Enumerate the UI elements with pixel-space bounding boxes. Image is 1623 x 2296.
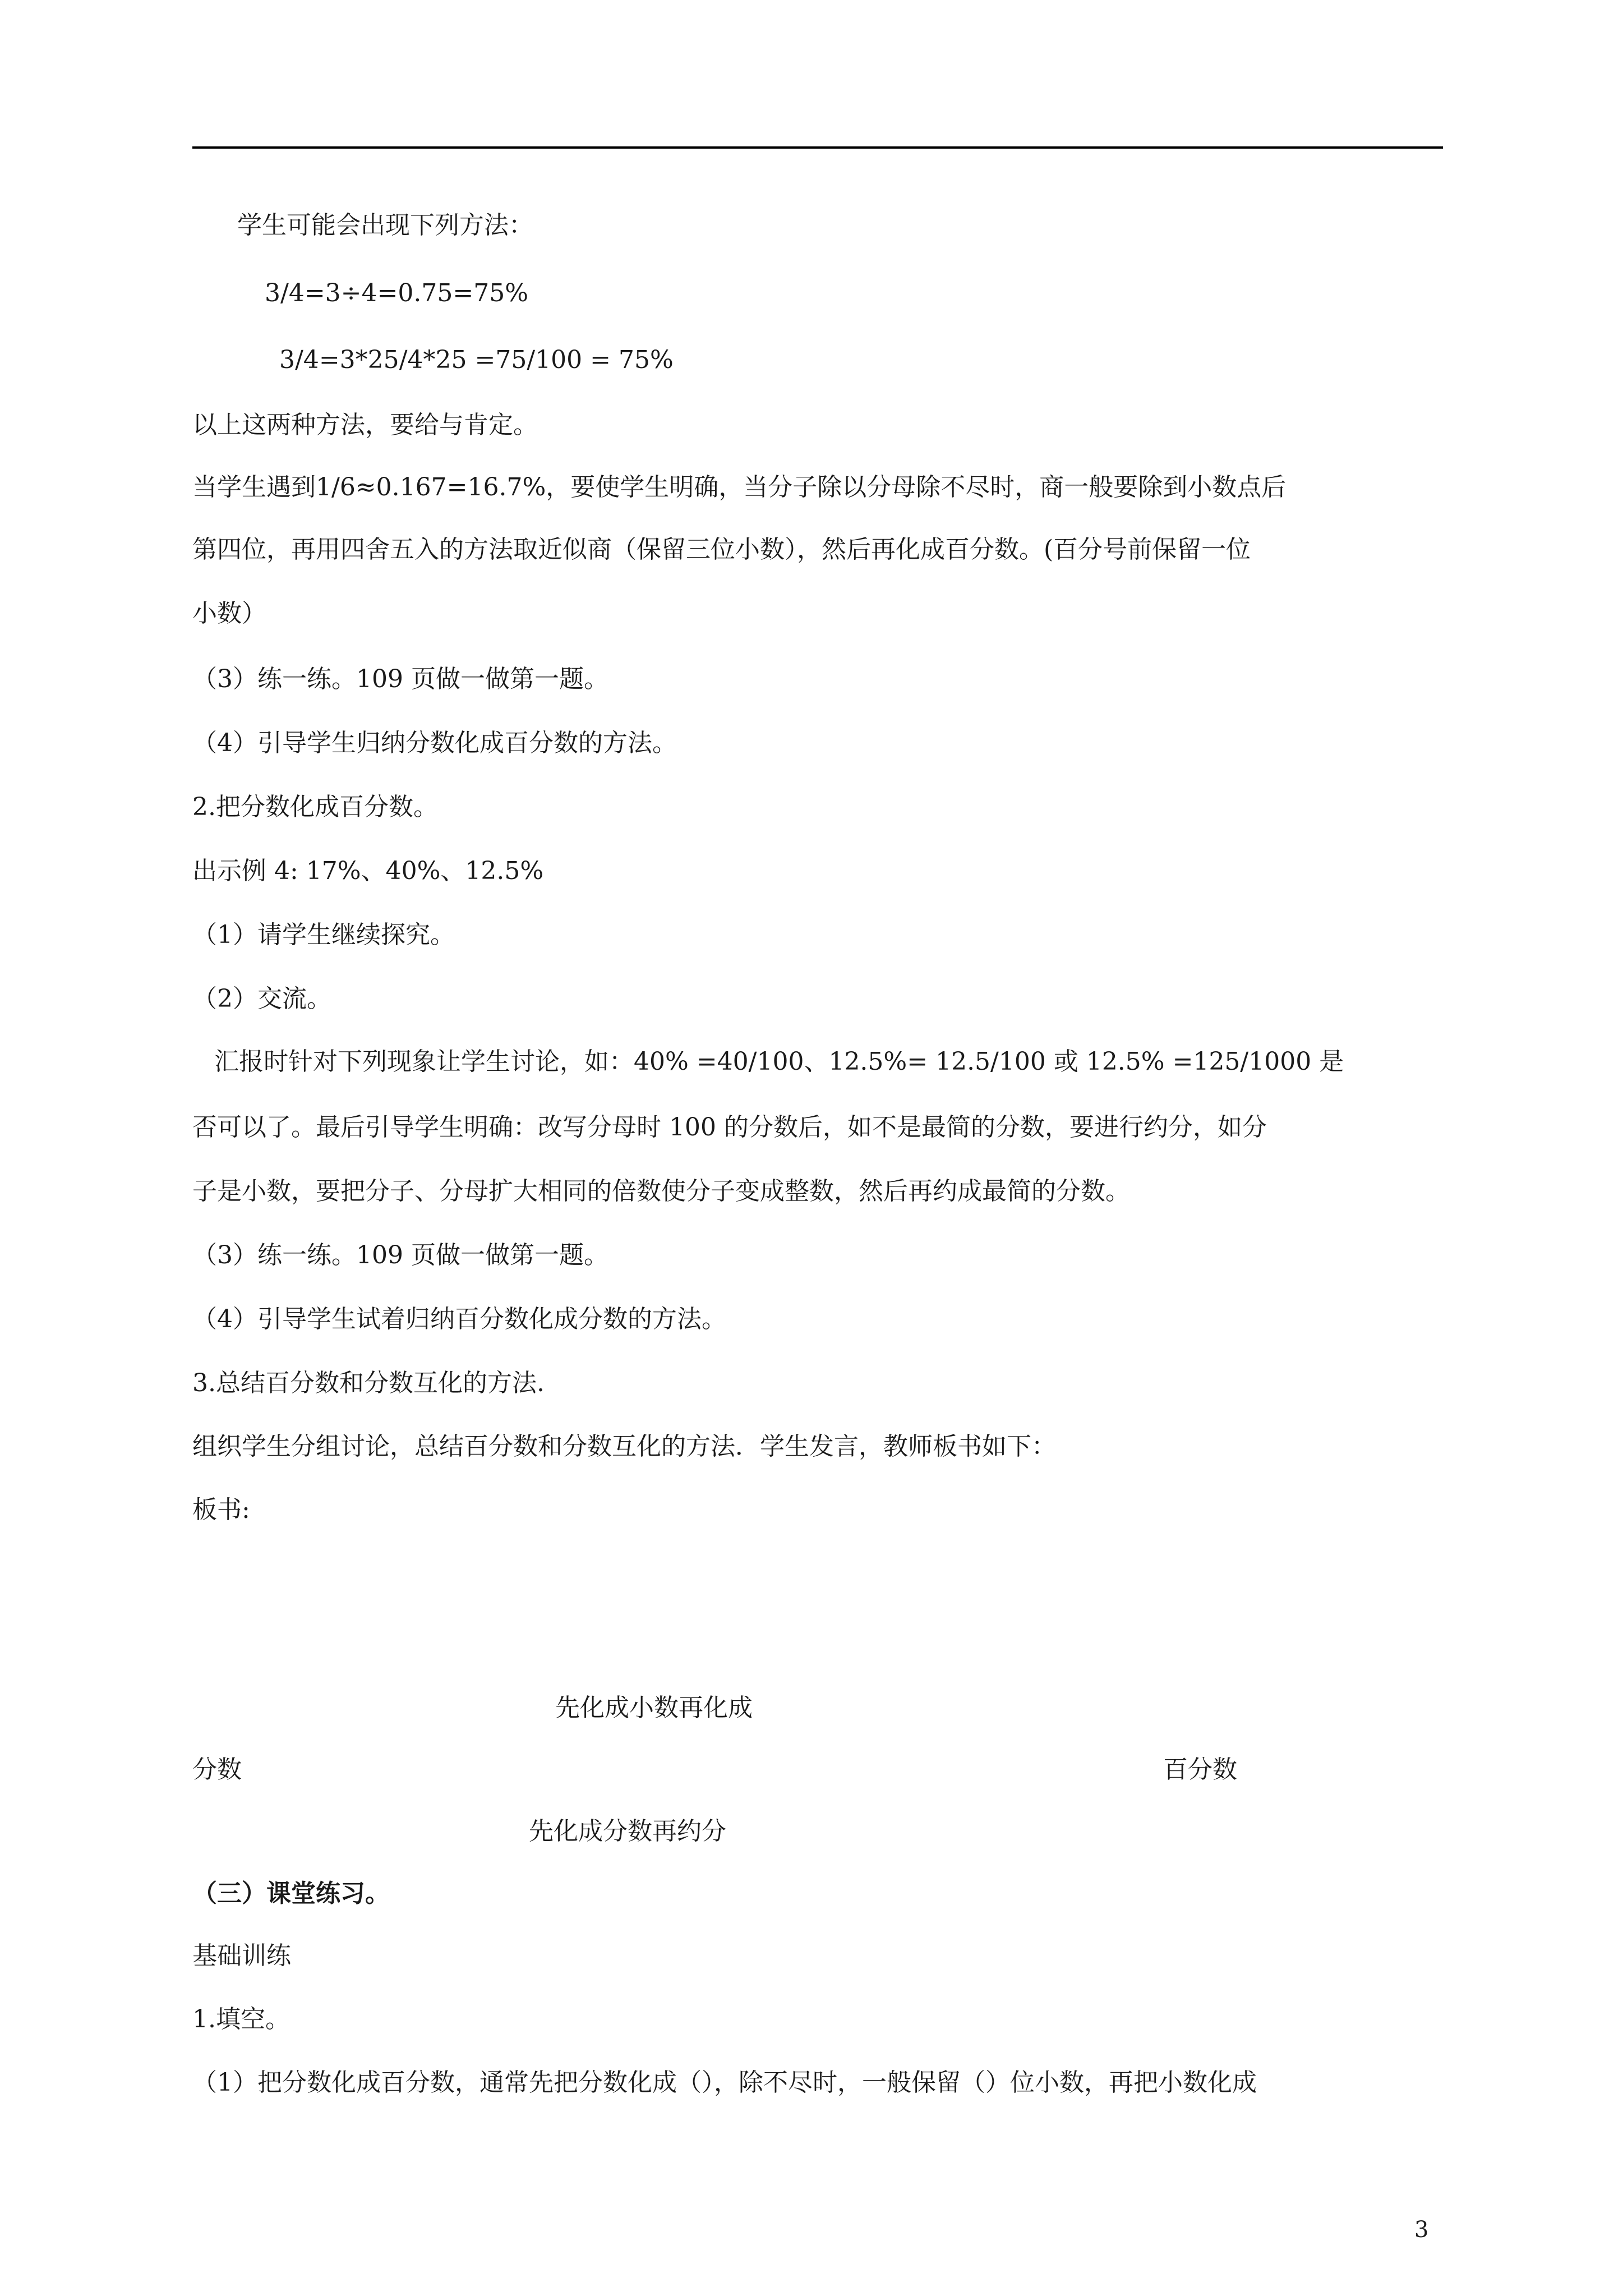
board-top-label: 先化成小数再化成 — [555, 1694, 753, 1722]
body-line: 第四位，再用四舍五入的方法取近似商（保留三位小数），然后再化成百分数。(百分号前保留一位 — [192, 535, 1251, 564]
body-line: 3/4=3÷4=0.75=75% — [265, 279, 529, 307]
body-line: 板书: — [192, 1496, 250, 1524]
body-line: 汇报时针对下列现象让学生讨论，如：40% =40/100、12.5%= 12.5/100 或 12.5% =125/1000 是 — [214, 1047, 1344, 1076]
body-line: 出示例 4: 17%、40%、12.5% — [192, 857, 544, 885]
body-line: 3/4=3*25/4*25 =75/100 = 75% — [279, 346, 674, 374]
page-number: 3 — [1414, 2217, 1429, 2243]
board-left-label: 分数 — [192, 1755, 242, 1784]
question-item: （1）把分数化成百分数，通常先把分数化成（），除不尽时，一般保留（）位小数，再把小数化成 — [192, 2068, 1257, 2097]
header-rule — [192, 146, 1443, 149]
body-line: 以上这两种方法，要给与肯定。 — [192, 411, 538, 439]
body-line: 3.总结百分数和分数互化的方法. — [192, 1369, 545, 1397]
board-bottom-label: 先化成分数再约分 — [529, 1817, 726, 1846]
body-line: （3）练一练。109 页做一做第一题。 — [192, 665, 608, 693]
body-line: 2.把分数化成百分数。 — [192, 793, 438, 821]
body-line: 子是小数，要把分子、分母扩大相同的倍数使分子变成整数，然后再约成最简的分数。 — [192, 1177, 1130, 1205]
body-line: （4）引导学生归纳分数化成百分数的方法。 — [192, 729, 677, 757]
body-line: 否可以了。最后引导学生明确：改写分母时 100 的分数后，如不是最简的分数，要进行约分，如分 — [192, 1113, 1267, 1142]
board-right-label: 百分数 — [1163, 1755, 1237, 1784]
body-line: 学生可能会出现下列方法： — [237, 211, 533, 240]
body-line: （4）引导学生试着归纳百分数化成分数的方法。 — [192, 1305, 726, 1333]
body-line: 当学生遇到1/6≈0.167=16.7%，要使学生明确，当分子除以分母除不尽时，商一般要除到小数点后 — [192, 473, 1287, 501]
body-line: 组织学生分组讨论，总结百分数和分数互化的方法．学生发言，教师板书如下： — [192, 1432, 1056, 1461]
body-line: （1）请学生继续探究。 — [192, 921, 455, 949]
subheading: 基础训练 — [192, 1941, 291, 1970]
body-line: 小数） — [192, 599, 266, 628]
body-line: （2）交流。 — [192, 984, 331, 1013]
body-line: （3）练一练。109 页做一做第一题。 — [192, 1241, 608, 1269]
section-heading: （三）课堂练习。 — [192, 1879, 390, 1908]
question-title: 1.填空。 — [192, 2005, 290, 2033]
